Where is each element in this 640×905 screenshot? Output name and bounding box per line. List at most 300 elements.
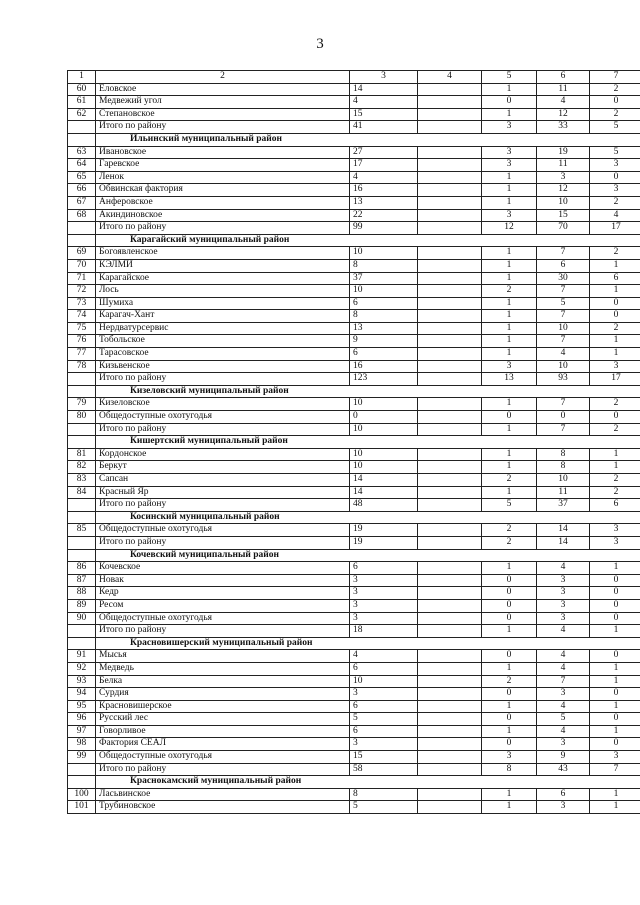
row-number-cell: 97 [68,725,96,738]
col4-value-cell [418,738,482,751]
col6-value-cell: 70 [537,222,590,235]
col6-value-cell: 7 [537,285,590,298]
col4-value-cell [418,310,482,323]
ground-name-cell: Ивановское [96,146,350,159]
col3-value-cell: 15 [350,751,418,764]
col6-value-cell: 5 [537,297,590,310]
col6-value-cell: 4 [537,725,590,738]
table-row [68,322,640,335]
table-row [68,272,640,285]
col7-value-cell: 3 [590,751,640,764]
col7-value-cell: 1 [590,285,640,298]
col4-value-cell [418,83,482,96]
col5-value-cell: 0 [482,688,537,701]
row-number-cell: 88 [68,587,96,600]
col5-value-cell: 1 [482,700,537,713]
col5-value-cell: 0 [482,411,537,424]
table-row [68,247,640,260]
col7-value-cell: 2 [590,196,640,209]
col6-value-cell: 12 [537,108,590,121]
row-number-cell [68,763,96,776]
col4-value-cell [418,574,482,587]
col5-value-cell: 1 [482,625,537,638]
ground-name-cell: Медведь [96,662,350,675]
ground-name-cell: Сурдия [96,688,350,701]
col7-value-cell: 2 [590,474,640,487]
col6-value-cell: 4 [537,625,590,638]
ground-name-cell: Гаревское [96,159,350,172]
col5-value-cell: 0 [482,574,537,587]
ground-name-cell: Медвежий угол [96,96,350,109]
col6-value-cell: 19 [537,146,590,159]
ground-name-cell: Ленок [96,171,350,184]
ground-name-cell: Беркут [96,461,350,474]
row-number-cell [68,373,96,386]
col7-value-cell: 0 [590,587,640,600]
col3-value-cell: 10 [350,247,418,260]
col6-value-cell: 10 [537,322,590,335]
row-number-cell: 101 [68,801,96,814]
table-row [68,688,640,701]
col3-value-cell: 3 [350,599,418,612]
col5-value-cell: 5 [482,499,537,512]
row-number-cell: 66 [68,184,96,197]
district-total-row [68,121,640,134]
table-row [68,662,640,675]
col7-value-cell: 2 [590,486,640,499]
col7-value-cell: 2 [590,108,640,121]
col7-value-cell: 5 [590,146,640,159]
table-row [68,486,640,499]
col6-value-cell: 93 [537,373,590,386]
col7-value-cell: 1 [590,562,640,575]
col5-value-cell: 1 [482,461,537,474]
ground-name-cell: Степановское [96,108,350,121]
col3-value-cell: 6 [350,562,418,575]
table-header-row [68,71,640,84]
col3-value-cell: 27 [350,146,418,159]
col5-value-cell: 1 [482,788,537,801]
col6-value-cell: 0 [537,411,590,424]
table-row [68,398,640,411]
col4-value-cell [418,209,482,222]
col7-value-cell: 1 [590,725,640,738]
col7-value-cell: 3 [590,524,640,537]
col5-value-cell: 1 [482,423,537,436]
col7-value-cell: 0 [590,574,640,587]
district-total-row [68,536,640,549]
col6-value-cell: 11 [537,486,590,499]
ground-name-cell: Шумиха [96,297,350,310]
ground-name-cell: Анферовское [96,196,350,209]
district-total-row [68,499,640,512]
col5-value-cell: 1 [482,171,537,184]
col3-value-cell: 6 [350,725,418,738]
row-number-cell: 78 [68,360,96,373]
header-cell: 3 [350,71,418,84]
col4-value-cell [418,650,482,663]
col7-value-cell: 1 [590,625,640,638]
row-number-cell: 86 [68,562,96,575]
col5-value-cell: 3 [482,159,537,172]
row-number-cell: 85 [68,524,96,537]
ground-name-cell: Общедоступные охотугодья [96,524,350,537]
col6-value-cell: 4 [537,562,590,575]
col3-value-cell: 41 [350,121,418,134]
table-row [68,159,640,172]
district-heading: Краснокамский муниципальный район [96,776,640,789]
row-number-cell: 99 [68,751,96,764]
col5-value-cell: 1 [482,310,537,323]
table-row [68,360,640,373]
col5-value-cell: 1 [482,297,537,310]
district-heading: Красновишерский муниципальный район [96,637,640,650]
ground-name-cell: Карагайское [96,272,350,285]
col6-value-cell: 43 [537,763,590,776]
col3-value-cell: 5 [350,713,418,726]
ground-name-cell: Кедр [96,587,350,600]
col7-value-cell: 0 [590,688,640,701]
col4-value-cell [418,121,482,134]
ground-name-cell: Еловское [96,83,350,96]
district-section-row [68,133,640,146]
table-row [68,297,640,310]
col6-value-cell: 6 [537,788,590,801]
ground-name-cell: Итого по району [96,121,350,134]
col7-value-cell: 3 [590,536,640,549]
col7-value-cell: 0 [590,171,640,184]
col7-value-cell: 7 [590,763,640,776]
table-row [68,738,640,751]
col4-value-cell [418,259,482,272]
ground-name-cell: Кизьвенское [96,360,350,373]
row-number-cell: 65 [68,171,96,184]
col5-value-cell: 3 [482,209,537,222]
col6-value-cell: 3 [537,738,590,751]
col5-value-cell: 3 [482,751,537,764]
col6-value-cell: 30 [537,272,590,285]
col4-value-cell [418,751,482,764]
col4-value-cell [418,247,482,260]
col3-value-cell: 10 [350,675,418,688]
ground-name-cell: Новак [96,574,350,587]
row-number-cell: 72 [68,285,96,298]
col7-value-cell: 1 [590,675,640,688]
col5-value-cell: 1 [482,398,537,411]
district-section-row [68,637,640,650]
col5-value-cell: 13 [482,373,537,386]
row-number-cell: 70 [68,259,96,272]
col7-value-cell: 1 [590,700,640,713]
district-heading: Косинский муниципальный район [96,511,640,524]
district-total-row [68,423,640,436]
col5-value-cell: 2 [482,474,537,487]
col4-value-cell [418,474,482,487]
ground-name-cell: Мысья [96,650,350,663]
col3-value-cell: 19 [350,536,418,549]
col6-value-cell: 14 [537,536,590,549]
col7-value-cell: 2 [590,423,640,436]
col4-value-cell [418,423,482,436]
col5-value-cell: 2 [482,285,537,298]
col4-value-cell [418,713,482,726]
ground-name-cell: Итого по району [96,373,350,386]
col7-value-cell: 0 [590,310,640,323]
col6-value-cell: 3 [537,574,590,587]
col5-value-cell: 0 [482,599,537,612]
table-row [68,259,640,272]
col5-value-cell: 0 [482,96,537,109]
col3-value-cell: 5 [350,801,418,814]
col3-value-cell: 4 [350,96,418,109]
col3-value-cell: 10 [350,448,418,461]
col7-value-cell: 1 [590,788,640,801]
row-number-cell: 69 [68,247,96,260]
col3-value-cell: 3 [350,574,418,587]
col5-value-cell: 0 [482,713,537,726]
col3-value-cell: 6 [350,700,418,713]
row-number-cell: 96 [68,713,96,726]
col7-value-cell: 1 [590,461,640,474]
col5-value-cell: 3 [482,121,537,134]
col7-value-cell: 0 [590,297,640,310]
ground-name-cell: Обвинская фактория [96,184,350,197]
col5-value-cell: 12 [482,222,537,235]
district-section-row [68,234,640,247]
col3-value-cell: 3 [350,688,418,701]
ground-name-cell: Тарасовское [96,348,350,361]
row-number-cell: 62 [68,108,96,121]
col6-value-cell: 4 [537,96,590,109]
table-row [68,285,640,298]
ground-name-cell: Итого по району [96,499,350,512]
col7-value-cell: 17 [590,222,640,235]
col7-value-cell: 1 [590,448,640,461]
district-heading: Кочевский муниципальный район [96,549,640,562]
col3-value-cell: 9 [350,335,418,348]
col5-value-cell: 1 [482,272,537,285]
row-number-cell: 68 [68,209,96,222]
col5-value-cell: 1 [482,83,537,96]
col5-value-cell: 1 [482,662,537,675]
table-row [68,196,640,209]
col7-value-cell: 2 [590,322,640,335]
col3-value-cell: 16 [350,360,418,373]
ground-name-cell: Итого по району [96,763,350,776]
col6-value-cell: 33 [537,121,590,134]
col7-value-cell: 3 [590,360,640,373]
col4-value-cell [418,171,482,184]
table-row [68,612,640,625]
col4-value-cell [418,398,482,411]
ground-name-cell: Красный Яр [96,486,350,499]
ground-name-cell: Карагач-Хант [96,310,350,323]
section-spacer-cell [68,133,96,146]
row-number-cell: 73 [68,297,96,310]
col7-value-cell: 5 [590,121,640,134]
col6-value-cell: 14 [537,524,590,537]
row-number-cell: 100 [68,788,96,801]
row-number-cell: 71 [68,272,96,285]
district-total-row [68,373,640,386]
col4-value-cell [418,700,482,713]
col3-value-cell: 16 [350,184,418,197]
ground-name-cell: Кочевское [96,562,350,575]
col7-value-cell: 0 [590,96,640,109]
col6-value-cell: 7 [537,675,590,688]
col6-value-cell: 7 [537,310,590,323]
table-row [68,108,640,121]
row-number-cell: 64 [68,159,96,172]
col3-value-cell: 6 [350,297,418,310]
table-row [68,411,640,424]
col4-value-cell [418,335,482,348]
row-number-cell: 83 [68,474,96,487]
col4-value-cell [418,196,482,209]
page-number: 3 [316,36,324,52]
col7-value-cell: 2 [590,83,640,96]
section-spacer-cell [68,385,96,398]
district-total-row [68,763,640,776]
col6-value-cell: 10 [537,474,590,487]
col3-value-cell: 13 [350,196,418,209]
table-row [68,700,640,713]
row-number-cell: 81 [68,448,96,461]
col3-value-cell: 8 [350,788,418,801]
ground-name-cell: Итого по району [96,625,350,638]
col4-value-cell [418,675,482,688]
header-cell: 5 [482,71,537,84]
col6-value-cell: 6 [537,259,590,272]
row-number-cell: 63 [68,146,96,159]
section-spacer-cell [68,234,96,247]
district-total-row [68,222,640,235]
table-row [68,751,640,764]
col7-value-cell: 3 [590,159,640,172]
row-number-cell [68,536,96,549]
hunting-grounds-table [67,70,640,814]
district-section-row [68,549,640,562]
col5-value-cell: 1 [482,184,537,197]
table-row [68,335,640,348]
col3-value-cell: 37 [350,272,418,285]
col5-value-cell: 1 [482,196,537,209]
section-spacer-cell [68,776,96,789]
row-number-cell: 95 [68,700,96,713]
col4-value-cell [418,801,482,814]
ground-name-cell: Ласьвинское [96,788,350,801]
col4-value-cell [418,536,482,549]
table-row [68,675,640,688]
district-section-row [68,511,640,524]
table-row [68,96,640,109]
col5-value-cell: 0 [482,587,537,600]
row-number-cell [68,499,96,512]
col5-value-cell: 0 [482,612,537,625]
col6-value-cell: 4 [537,662,590,675]
ground-name-cell: Говорливое [96,725,350,738]
row-number-cell: 94 [68,688,96,701]
row-number-cell: 84 [68,486,96,499]
col6-value-cell: 4 [537,700,590,713]
row-number-cell: 74 [68,310,96,323]
ground-name-cell: КЭЛМИ [96,259,350,272]
col5-value-cell: 1 [482,801,537,814]
table-row [68,599,640,612]
col3-value-cell: 58 [350,763,418,776]
ground-name-cell: Кизеловское [96,398,350,411]
col3-value-cell: 4 [350,171,418,184]
row-number-cell: 61 [68,96,96,109]
col6-value-cell: 3 [537,587,590,600]
table-row [68,725,640,738]
col5-value-cell: 1 [482,725,537,738]
col3-value-cell: 3 [350,587,418,600]
col4-value-cell [418,285,482,298]
col5-value-cell: 1 [482,108,537,121]
row-number-cell: 80 [68,411,96,424]
col3-value-cell: 8 [350,259,418,272]
ground-name-cell: Сапсан [96,474,350,487]
ground-name-cell: Фактория СЕАЛ [96,738,350,751]
ground-name-cell: Лось [96,285,350,298]
col7-value-cell: 4 [590,209,640,222]
district-section-row [68,776,640,789]
row-number-cell: 89 [68,599,96,612]
col5-value-cell: 0 [482,738,537,751]
col4-value-cell [418,272,482,285]
col4-value-cell [418,562,482,575]
col7-value-cell: 0 [590,411,640,424]
ground-name-cell: Белка [96,675,350,688]
col6-value-cell: 7 [537,247,590,260]
col4-value-cell [418,146,482,159]
col7-value-cell: 0 [590,650,640,663]
col4-value-cell [418,625,482,638]
col6-value-cell: 3 [537,688,590,701]
district-heading: Кизеловский муниципальный район [96,385,640,398]
row-number-cell: 92 [68,662,96,675]
col7-value-cell: 2 [590,247,640,260]
table-row [68,801,640,814]
table-row [68,524,640,537]
col5-value-cell: 1 [482,348,537,361]
col4-value-cell [418,108,482,121]
row-number-cell: 93 [68,675,96,688]
col7-value-cell: 6 [590,272,640,285]
row-number-cell: 91 [68,650,96,663]
col5-value-cell: 1 [482,335,537,348]
ground-name-cell: Нердватурсервис [96,322,350,335]
table-row [68,83,640,96]
row-number-cell [68,423,96,436]
table-row [68,146,640,159]
table-row [68,461,640,474]
table-row [68,650,640,663]
col7-value-cell: 0 [590,612,640,625]
col4-value-cell [418,499,482,512]
row-number-cell: 67 [68,196,96,209]
col4-value-cell [418,96,482,109]
col3-value-cell: 4 [350,650,418,663]
ground-name-cell: Итого по району [96,536,350,549]
col4-value-cell [418,524,482,537]
district-section-row [68,436,640,449]
col6-value-cell: 7 [537,398,590,411]
col3-value-cell: 6 [350,348,418,361]
col3-value-cell: 22 [350,209,418,222]
col3-value-cell: 8 [350,310,418,323]
